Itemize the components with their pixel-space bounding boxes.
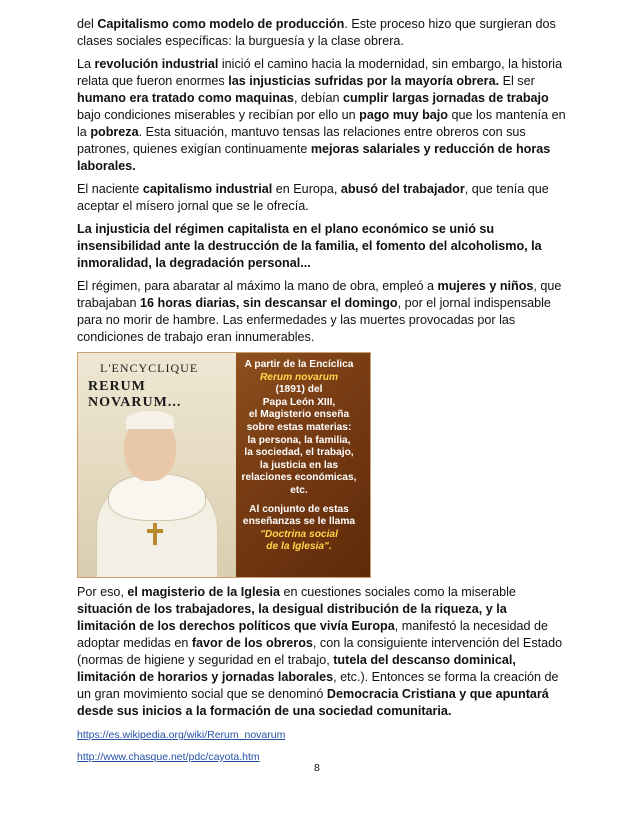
paragraph-capitalism-intro: del Capitalismo como modelo de producción. Este proceso hizo que surgieran dos clases sociales específicas: la burguesía y la clase obrera. xyxy=(77,17,556,48)
page-number: 8 xyxy=(314,762,320,774)
paragraph-industrial-capitalism: El naciente capitalismo industrial en Europa, abusó del trabajador, que tenía que aceptar el mísero jornal que se le ofrecía. xyxy=(77,182,549,213)
encyclical-cover xyxy=(78,353,236,577)
image-note: Al conjunto de estas enseñanzas se le llama "Doctrina social de la Iglesia". xyxy=(242,503,356,553)
reference-links xyxy=(77,728,567,764)
paragraph-church-magisterium: Por eso, el magisterio de la Iglesia en cuestiones sociales como la miserable situación de los trabajadores, la desigual distribución de la riqueza, y la limitación de los derechos políticos que vivía Europa, manifestó la necesidad de adoptar medidas en favor de los obreros, con la consiguiente intervención del Estado (normas de higiene y seguridad en el trabajo, tutela del descanso dominical, limitación de horarios y jornadas laborales, etc.). Entonces se forma la creación de un gran movimiento social que se denominó Democracia Cristiana y que apuntará desde sus inicios a la formación de una sociedad comunitaria. xyxy=(77,585,563,718)
paragraph-industrial-revolution: La revolución industrial inició el camino hacia la modernidad, sin embargo, la historia relata que fueron enormes las injusticias sufridas por la mayoría obrera. El ser humano era tratado como maquinas, debían cumplir largas jornadas de trabajo bajo condiciones miserables y recibían por ello un pago muy bajo que los mantenía en la pobreza. Esta situación, mantuvo tensas las relaciones entre obreros con sus patrones, quienes exigían continuamente mejoras salariales y reducción de horas laborales. xyxy=(77,57,566,173)
rerum-novarum-image xyxy=(77,352,371,578)
pope-zucchetto xyxy=(126,411,174,429)
link-chasque-cayota[interactable]: http://www.chasque.net/pdc/cayota.htm xyxy=(77,751,260,763)
image-caption: A partir de la Encíclica Rerum novarum (1891) del Papa León XIII, el Magisterio enseña sobre estas materias: la persona, la familia, la sociedad, el trabajo, la justicia en las relaciones económicas, etc. Al conjunto de estas enseñanzas se le llama "Doctrina social de la Iglesia". xyxy=(228,359,370,554)
paragraph-working-conditions: El régimen, para abaratar al máximo la mano de obra, empleó a mujeres y niños, que trabajaban 16 horas diarias, sin descansar el domingo, por el jornal indispensable para no morir de hambre. Las enfermedades y las muertes provocadas por las condiciones de trabajo eran innumerables. xyxy=(77,279,562,344)
encyclical-caption: L'ENCYCLIQUE xyxy=(100,361,199,375)
document-body xyxy=(77,16,567,772)
pectoral-cross-icon xyxy=(153,523,157,545)
link-wikipedia-rerum-novarum[interactable]: https://es.wikipedia.org/wiki/Rerum_novarum xyxy=(77,729,286,741)
encyclical-title: RERUM NOVARUM... xyxy=(88,379,182,410)
pectoral-cross-bar xyxy=(147,529,163,533)
paragraph-injustice: La injusticia del régimen capitalista en el plano económico se unió su insensibilidad ante la destrucción de la familia, el fomento del alcoholismo, la inmoralidad, la degradación personal... xyxy=(77,222,542,270)
